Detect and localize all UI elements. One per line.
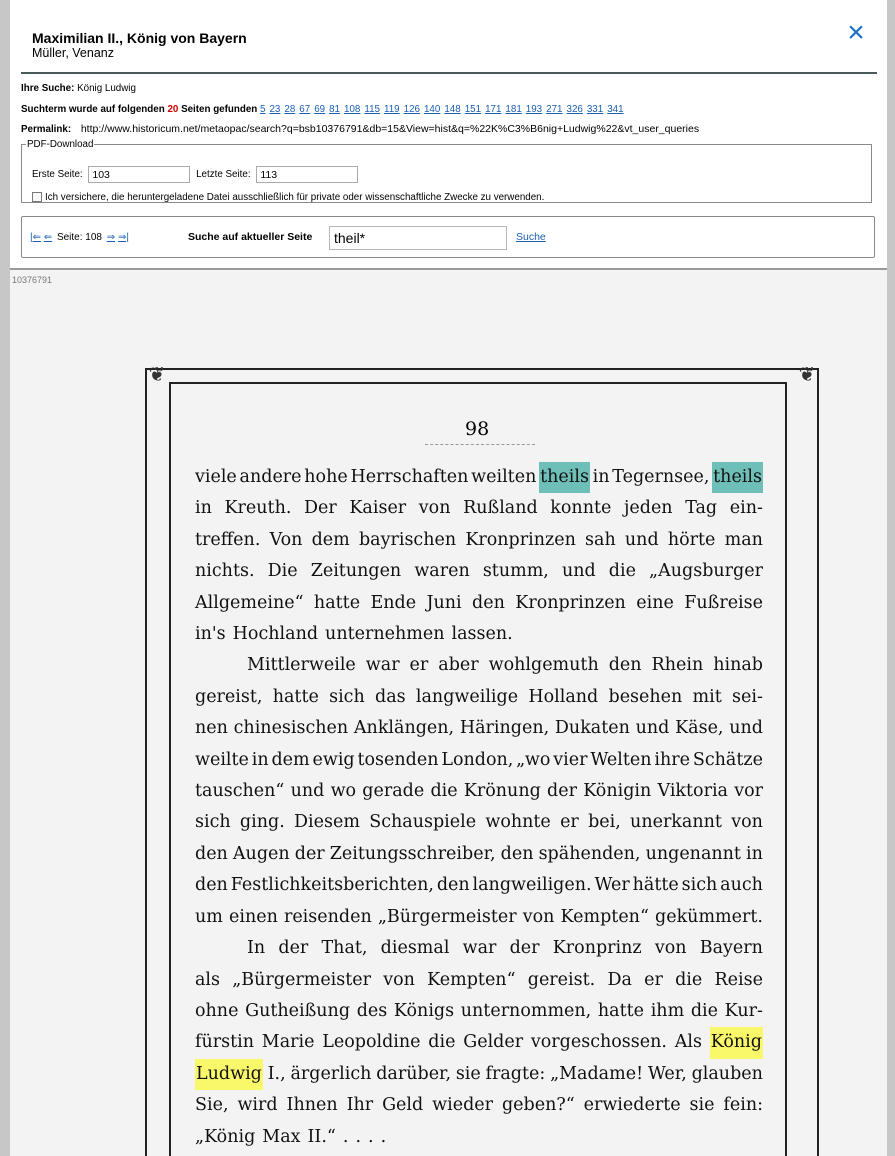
pdf-download-box bbox=[21, 139, 872, 203]
result-page-link[interactable]: 28 bbox=[284, 104, 296, 115]
consent-checkbox[interactable] bbox=[32, 192, 42, 202]
word: den bbox=[195, 875, 228, 896]
word: Tegernsee, bbox=[612, 467, 710, 487]
word: sie bbox=[689, 1095, 715, 1116]
result-page-link[interactable]: 69 bbox=[314, 104, 326, 115]
first-page-button[interactable]: |⇐ bbox=[30, 232, 41, 243]
word: sich bbox=[681, 875, 718, 896]
results-count: 20 bbox=[167, 104, 179, 115]
word: einen bbox=[228, 906, 278, 927]
search-query: König Ludwig bbox=[77, 83, 136, 94]
word: Gelder bbox=[463, 1032, 524, 1053]
word: wohnte bbox=[485, 812, 551, 833]
word: Welten bbox=[590, 749, 652, 770]
word: besehen bbox=[608, 686, 683, 707]
result-page-link[interactable]: 23 bbox=[269, 104, 281, 115]
result-page-link[interactable]: 148 bbox=[444, 104, 461, 115]
word: den bbox=[608, 655, 642, 676]
word: Augen bbox=[232, 843, 290, 864]
word: gekümmert. bbox=[655, 906, 763, 927]
search-summary bbox=[21, 83, 136, 94]
word: treffen. bbox=[195, 529, 261, 550]
word: sah bbox=[585, 529, 616, 550]
word: In bbox=[247, 938, 266, 959]
highlighted-word: theils bbox=[539, 462, 590, 493]
word: der bbox=[278, 938, 309, 959]
word: Zeitungsschreiber, bbox=[329, 843, 496, 864]
word: Viktoria bbox=[657, 781, 728, 802]
page-viewer[interactable] bbox=[10, 270, 887, 1156]
text-line bbox=[195, 525, 763, 556]
word: Mittlerweile bbox=[247, 655, 356, 676]
word: „Augsburger bbox=[649, 561, 763, 582]
word: andere bbox=[239, 467, 302, 487]
word: Zeitungen bbox=[310, 561, 402, 582]
word: hörte bbox=[667, 529, 716, 550]
word: weilten bbox=[471, 467, 537, 487]
word: Ihr bbox=[346, 1095, 374, 1116]
word: unternehmen bbox=[325, 624, 445, 645]
word: den bbox=[195, 843, 228, 864]
word: Dukaten bbox=[554, 718, 630, 739]
word: Marie bbox=[261, 1032, 315, 1053]
book-author: Müller, Venanz bbox=[32, 46, 114, 60]
header-divider bbox=[21, 72, 877, 74]
word: Als bbox=[674, 1032, 702, 1053]
word: ärgerlich bbox=[290, 1063, 372, 1084]
word: Schauspiele bbox=[369, 812, 477, 833]
word: in bbox=[592, 467, 610, 487]
word: Wer, bbox=[647, 1063, 687, 1084]
word: er bbox=[409, 655, 429, 676]
word: er bbox=[560, 812, 579, 833]
word: Königs bbox=[393, 1000, 455, 1021]
ornament-icon: ❦ bbox=[798, 362, 816, 386]
word: Kur- bbox=[724, 1000, 763, 1021]
result-page-link[interactable]: 181 bbox=[505, 104, 522, 115]
word: Der bbox=[304, 498, 337, 519]
word: hätte bbox=[632, 875, 679, 896]
word: ohne bbox=[195, 1000, 239, 1021]
text-line bbox=[195, 556, 763, 587]
word: die bbox=[428, 1032, 456, 1053]
word: Gutheißung bbox=[245, 1000, 351, 1021]
word: Kempten“ bbox=[427, 969, 516, 990]
word: das bbox=[375, 686, 406, 707]
text-line bbox=[195, 776, 763, 807]
word: der bbox=[509, 938, 540, 959]
text-line bbox=[195, 650, 763, 681]
word: der bbox=[547, 781, 577, 802]
word: mit bbox=[692, 686, 722, 707]
text-line bbox=[195, 462, 763, 493]
result-page-link[interactable]: 126 bbox=[403, 104, 420, 115]
word: Kronprinzen bbox=[515, 592, 626, 613]
word: ihm bbox=[650, 1000, 685, 1021]
word: die bbox=[608, 561, 636, 582]
word: That, bbox=[321, 938, 368, 959]
word: konnte bbox=[550, 498, 612, 519]
result-page-link[interactable]: 115 bbox=[364, 104, 380, 115]
word: vor bbox=[734, 781, 763, 802]
result-page-link[interactable]: 140 bbox=[423, 104, 441, 115]
word: Von bbox=[269, 529, 303, 550]
result-page-link[interactable]: 67 bbox=[299, 104, 311, 115]
word: und bbox=[729, 718, 763, 739]
word: den bbox=[472, 592, 505, 613]
word: Kronprinzen bbox=[465, 529, 576, 550]
text-line bbox=[195, 902, 763, 933]
word: „wo bbox=[516, 749, 551, 770]
word: die bbox=[675, 969, 703, 990]
word: reisenden bbox=[283, 906, 372, 927]
word: Tag bbox=[685, 498, 718, 519]
text-line bbox=[195, 619, 763, 650]
result-page-link[interactable]: 326 bbox=[566, 104, 583, 115]
pdf-page-range bbox=[32, 166, 361, 183]
result-page-link[interactable]: 193 bbox=[525, 104, 543, 115]
word: nen bbox=[195, 718, 228, 739]
close-icon[interactable]: × bbox=[847, 16, 865, 49]
word: war bbox=[462, 938, 497, 959]
word: stumm, bbox=[482, 561, 549, 582]
word: Schätze bbox=[692, 749, 763, 770]
word: in's bbox=[195, 624, 226, 645]
word: ging. bbox=[239, 812, 285, 833]
word: Rhein bbox=[651, 655, 704, 676]
word: Rußland bbox=[463, 498, 538, 519]
last-page-input[interactable] bbox=[256, 166, 358, 183]
word: die bbox=[430, 781, 458, 802]
word: unternommen, bbox=[460, 1000, 592, 1021]
word: vorgeschossen. bbox=[530, 1032, 667, 1053]
word: von bbox=[731, 812, 763, 833]
word: die bbox=[690, 1000, 718, 1021]
last-page-button[interactable]: ⇒| bbox=[117, 232, 129, 243]
word: jeden bbox=[623, 498, 673, 519]
word: viele bbox=[195, 467, 237, 487]
word: Ihnen bbox=[286, 1095, 338, 1116]
word: Hochland bbox=[232, 624, 319, 645]
word: Fußreise bbox=[684, 592, 763, 613]
text-line bbox=[195, 1122, 763, 1153]
last-page-label: Letzte Seite: bbox=[196, 169, 251, 181]
word: sich bbox=[195, 812, 231, 833]
word: und bbox=[635, 718, 670, 739]
word: vier bbox=[553, 749, 588, 770]
word: in bbox=[195, 498, 212, 519]
word: tauschen“ bbox=[195, 781, 285, 802]
word: bei, bbox=[588, 812, 621, 833]
word: sich bbox=[329, 686, 365, 707]
word: dem bbox=[311, 529, 350, 550]
result-page-links bbox=[260, 104, 628, 115]
consent-row bbox=[32, 192, 544, 203]
prev-page-button[interactable]: ⇐ bbox=[43, 232, 53, 243]
word: hatte bbox=[272, 686, 319, 707]
highlighted-word: Ludwig bbox=[195, 1059, 263, 1090]
text-line bbox=[195, 1027, 763, 1058]
page-search-button[interactable]: Suche bbox=[516, 231, 546, 243]
highlighted-word: König bbox=[710, 1027, 763, 1058]
pdf-download-legend: PDF-Download bbox=[27, 139, 94, 150]
search-label: Ihre Suche: bbox=[21, 83, 75, 94]
page-navigation-bar bbox=[21, 216, 875, 258]
word: hatte bbox=[313, 592, 361, 613]
first-page-input[interactable] bbox=[88, 166, 190, 183]
word: der bbox=[294, 843, 325, 864]
word: Max bbox=[262, 1126, 301, 1147]
word: wohlgemuth bbox=[488, 655, 599, 676]
consent-text: Ich versichere, die heruntergeladene Datei ausschließlich für private oder wissenschaftliche Zwecke zu verwenden. bbox=[45, 192, 545, 203]
word: hohe bbox=[304, 467, 348, 487]
text-line bbox=[195, 493, 763, 524]
word: Festlichkeitsberichten, bbox=[230, 875, 434, 896]
word: „König bbox=[195, 1126, 256, 1147]
text-line bbox=[195, 870, 763, 901]
word: tosenden bbox=[357, 749, 439, 770]
word: langweilige bbox=[415, 686, 519, 707]
word: auch bbox=[720, 875, 763, 896]
word: sei- bbox=[732, 686, 763, 707]
word: Kreuth. bbox=[224, 498, 292, 519]
word: hinab bbox=[713, 655, 763, 676]
text-line bbox=[195, 839, 763, 870]
word: er bbox=[644, 969, 663, 990]
word: II.“ bbox=[307, 1126, 336, 1147]
word: . bbox=[342, 1126, 349, 1147]
text-line bbox=[195, 1090, 763, 1121]
word: fragte: bbox=[485, 1063, 546, 1084]
word: „Bürgermeister bbox=[377, 906, 517, 927]
word: geben?“ bbox=[501, 1095, 575, 1116]
text-line bbox=[195, 745, 763, 776]
word: Krönung bbox=[463, 781, 541, 802]
word: „Bürgermeister bbox=[232, 969, 372, 990]
word: Häringen, bbox=[459, 718, 550, 739]
word: I., bbox=[267, 1063, 286, 1084]
header-panel bbox=[10, 0, 887, 270]
current-page-label: Seite: 108 bbox=[56, 232, 102, 243]
word: waren bbox=[414, 561, 470, 582]
word: als bbox=[195, 969, 221, 990]
word: Diesem bbox=[294, 812, 360, 833]
page-search-label: Suche auf aktueller Seite bbox=[188, 231, 313, 243]
printed-page-number: 98 bbox=[465, 418, 490, 440]
word: den bbox=[500, 843, 534, 864]
word: wo bbox=[330, 781, 357, 802]
word: Kempten“ bbox=[560, 906, 649, 927]
word: Allgemeine“ bbox=[195, 592, 304, 613]
word: ewig bbox=[312, 749, 355, 770]
document-id: 10376791 bbox=[12, 275, 53, 285]
word: Ende bbox=[370, 592, 417, 613]
word: Herrschaften bbox=[350, 467, 469, 487]
text-line bbox=[195, 965, 763, 996]
word: und bbox=[290, 781, 325, 802]
page-number-rule bbox=[425, 444, 535, 445]
word: chinesischen bbox=[233, 718, 349, 739]
text-line bbox=[195, 933, 763, 964]
word: Die bbox=[267, 561, 298, 582]
word: von bbox=[522, 906, 555, 927]
word: Reise bbox=[714, 969, 763, 990]
word: sie bbox=[455, 1063, 481, 1084]
permalink-line bbox=[21, 123, 819, 135]
word: spähenden, bbox=[538, 843, 641, 864]
word: diesmal bbox=[380, 938, 450, 959]
word: weilte bbox=[195, 749, 249, 770]
word: Juni bbox=[426, 592, 462, 613]
word: bayrischen bbox=[358, 529, 457, 550]
word: fürstin bbox=[195, 1032, 254, 1053]
word: aber bbox=[438, 655, 479, 676]
word: darüber, bbox=[376, 1063, 452, 1084]
word: gereist, bbox=[195, 686, 263, 707]
word: Holland bbox=[528, 686, 599, 707]
word: Königin bbox=[583, 781, 652, 802]
word: ihre bbox=[654, 749, 690, 770]
word: und bbox=[624, 529, 659, 550]
word: von bbox=[383, 969, 415, 990]
text-line bbox=[195, 588, 763, 619]
result-page-link[interactable]: 331 bbox=[586, 104, 604, 115]
word: langweiligen. bbox=[472, 875, 592, 896]
word: des bbox=[356, 1000, 388, 1021]
text-line bbox=[195, 682, 763, 713]
word: gerade bbox=[362, 781, 425, 802]
result-page-link[interactable]: 151 bbox=[464, 104, 482, 115]
word: in bbox=[746, 843, 763, 864]
word: unerkannt bbox=[630, 812, 722, 833]
word: „Madame! bbox=[550, 1063, 644, 1084]
text-line bbox=[195, 807, 763, 838]
result-page-link[interactable]: 81 bbox=[329, 104, 341, 115]
word: Käse, bbox=[675, 718, 724, 739]
result-page-link[interactable]: 119 bbox=[384, 104, 400, 115]
permalink-url[interactable]: http://www.historicum.net/metaopac/search?q=bsb10376791&db=15&View=hist&q=%22K%C3%B6nig+Ludwig%22&vt_user_queries bbox=[80, 123, 700, 135]
word: lassen. bbox=[451, 624, 513, 645]
word: dem bbox=[271, 749, 310, 770]
word: man bbox=[724, 529, 763, 550]
result-page-link[interactable]: 271 bbox=[546, 104, 563, 115]
word: Bayern bbox=[699, 938, 763, 959]
word: hatte bbox=[597, 1000, 645, 1021]
word: nichts. bbox=[195, 561, 255, 582]
word: fein: bbox=[723, 1095, 763, 1116]
first-page-label: Erste Seite: bbox=[32, 169, 83, 181]
result-page-link[interactable]: 171 bbox=[485, 104, 502, 115]
page-text bbox=[195, 462, 763, 1153]
result-page-link[interactable]: 108 bbox=[344, 104, 361, 115]
word: Da bbox=[607, 969, 632, 990]
word: und bbox=[561, 561, 596, 582]
ornament-icon: ❦ bbox=[148, 362, 166, 386]
word: Anklängen, bbox=[353, 718, 455, 739]
scanned-page bbox=[145, 362, 817, 1156]
word: ungenannt bbox=[645, 843, 741, 864]
text-line bbox=[195, 713, 763, 744]
word: Leopoldine bbox=[322, 1032, 421, 1053]
word: erwiederte bbox=[583, 1095, 681, 1116]
word: ein- bbox=[729, 498, 763, 519]
word: den bbox=[436, 875, 470, 896]
word: wird bbox=[237, 1095, 278, 1116]
word: von bbox=[654, 938, 687, 959]
permalink-label: Permalink: bbox=[21, 124, 72, 135]
word: eine bbox=[636, 592, 674, 613]
page-navigation bbox=[30, 232, 129, 243]
word: von bbox=[418, 498, 451, 519]
word: war bbox=[365, 655, 400, 676]
word: Wer bbox=[594, 875, 630, 896]
results-suffix: Seiten gefunden bbox=[181, 104, 258, 115]
word: . bbox=[380, 1126, 387, 1147]
text-line bbox=[195, 996, 763, 1027]
word: London, bbox=[441, 749, 514, 770]
word: . bbox=[368, 1126, 374, 1147]
word: um bbox=[195, 906, 223, 927]
result-pages-line bbox=[21, 104, 628, 115]
word: gereist. bbox=[527, 969, 596, 990]
page-search-input[interactable]: theil* bbox=[329, 226, 507, 250]
next-page-button[interactable]: ⇒ bbox=[106, 232, 116, 243]
word: in bbox=[251, 749, 269, 770]
result-page-link[interactable]: 341 bbox=[607, 104, 624, 115]
word: Sie, bbox=[195, 1095, 229, 1116]
results-prefix: Suchterm wurde auf folgenden bbox=[21, 104, 165, 115]
word: wieder bbox=[432, 1095, 494, 1116]
result-page-link[interactable]: 5 bbox=[260, 104, 266, 115]
word: Kronprinz bbox=[552, 938, 642, 959]
word: glauben bbox=[691, 1063, 763, 1084]
word: Kaiser bbox=[349, 498, 407, 519]
word: . bbox=[355, 1126, 362, 1147]
word: Geld bbox=[382, 1095, 424, 1116]
text-line bbox=[195, 1059, 763, 1090]
highlighted-word: theils bbox=[712, 462, 763, 493]
book-title: Maximilian II., König von Bayern bbox=[32, 30, 247, 46]
